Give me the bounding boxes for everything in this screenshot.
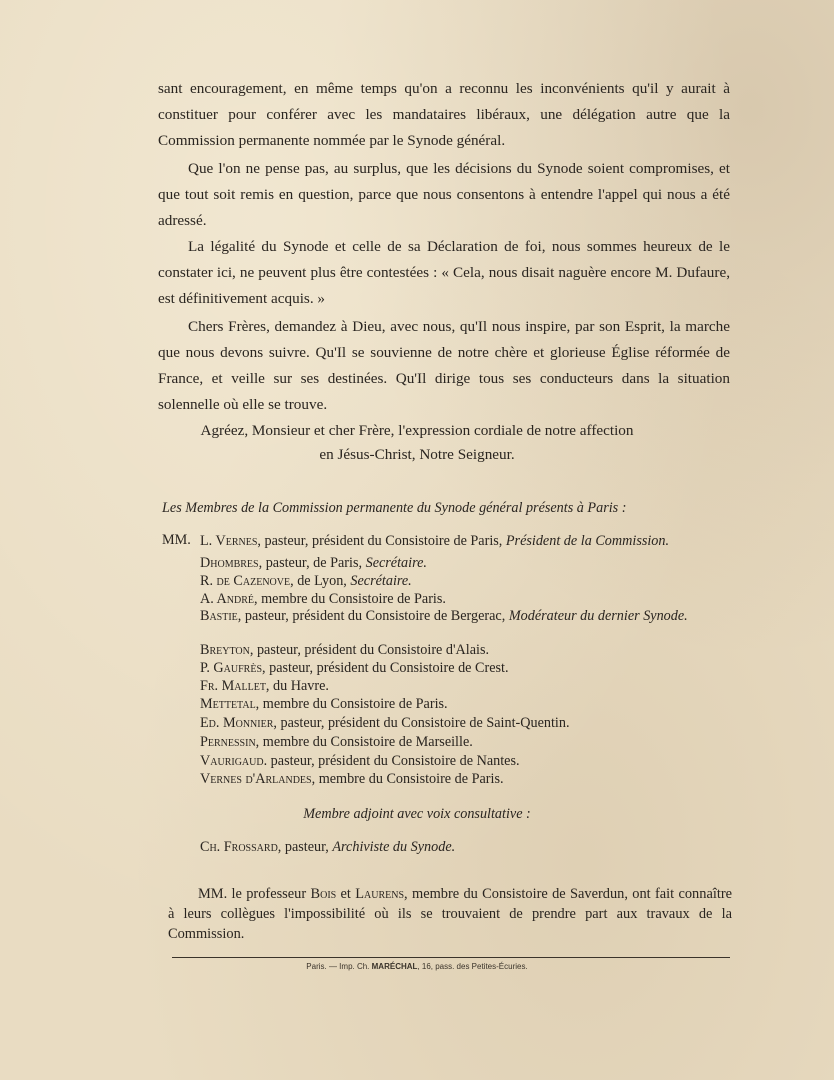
adjoint-desc: pasteur, <box>281 839 333 855</box>
member-name: A. André, <box>200 591 258 607</box>
paragraph-3-text: La légalité du Synode et celle de sa Déclaration de foi, nous sommes heureux de le constater ici, ne peuvent plus être contestées : « Cela, nous disait naguère encore M. Dufaure, est définitivement acquis. » <box>158 238 730 307</box>
member-name: Breyton, <box>200 642 254 658</box>
member-row <box>200 714 740 732</box>
paragraph-4-text: Chers Frères, demandez à Dieu, avec nous, qu'Il nous inspire, par son Esprit, la marche que nous devons suivre. Qu'Il se souvienne de notre chère et glorieuse Église réformée de France, et veille sur ses destinées. Qu'Il dirige tous ses conducteurs dans la situation solennelle où elle se trouve. <box>158 318 730 413</box>
member-role: Secrétaire. <box>350 573 412 589</box>
paragraph-1 <box>158 76 730 154</box>
member-desc: pasteur, de Paris, <box>262 555 366 571</box>
members-heading: Les Membres de la Commission permanente du Synode général présents à Paris : <box>162 500 627 516</box>
member-name: Dhombres, <box>200 555 263 571</box>
imprint-printer: MARÉCHAL <box>371 962 418 971</box>
member-row <box>200 770 740 788</box>
member-desc: de Lyon, <box>293 573 351 589</box>
paragraph-1-text: sant encouragement, en même temps qu'on a reconnu les inconvénients qu'il y aurait à constituer pour conférer avec les mandataires libéraux, une délégation autre que la Commission permanente nommée par le Synode général. <box>158 80 730 149</box>
member-desc: membre du Consistoire de Paris. <box>315 771 504 787</box>
member-name: Vernes d'Arlandes, <box>200 771 316 787</box>
paragraph-2 <box>158 156 730 234</box>
paragraph-2-text: Que l'on ne pense pas, au surplus, que les décisions du Synode soient compromises, et que tout soit remis en question, parce que nous consentons à entendre l'appel qui nous a été adressé. <box>158 160 730 229</box>
member-name: Vaurigaud. <box>200 753 268 769</box>
closing-line-2: en Jésus-Christ, Notre Seigneur. <box>319 446 515 463</box>
member-desc: du Havre. <box>269 678 329 694</box>
adjoint-name: Ch. Frossard, <box>200 839 282 855</box>
member-row <box>200 590 740 608</box>
absence-note <box>168 884 732 944</box>
imprint-after: , 16, pass. des Petites-Écuries. <box>417 962 528 971</box>
note-name-1: Bois <box>310 886 337 902</box>
member-name: Bastie, <box>200 608 242 624</box>
member-role: Secrétaire. <box>365 555 427 571</box>
member-name: Pernessin, <box>200 734 260 750</box>
member-name: R. de Cazenove, <box>200 573 294 589</box>
members-prefix: MM. <box>162 532 191 548</box>
member-name: Fr. Mallet, <box>200 678 270 694</box>
member-desc: membre du Consistoire de Paris. <box>259 696 448 712</box>
paragraph-4 <box>158 314 730 418</box>
member-row <box>200 572 740 590</box>
note-rest: membre du Consistoire de Saverdun, ont fait connaître à leurs collègues l'impossibilité où ils se trouvaient de prendre part aux travaux de la Commission. <box>168 886 733 942</box>
member-desc: pasteur, président du Consistoire de Nantes. <box>267 753 520 769</box>
member-row <box>200 607 740 625</box>
member-row <box>200 752 740 770</box>
member-desc: membre du Consistoire de Paris. <box>257 591 446 607</box>
footer-rule <box>172 957 730 958</box>
member-desc: pasteur, président du Consistoire d'Alais. <box>253 642 490 658</box>
paragraph-3 <box>158 234 730 312</box>
printer-imprint <box>0 962 834 971</box>
adjoint-member <box>200 838 740 856</box>
member-name: Ed. Monnier, <box>200 715 277 731</box>
member-desc: pasteur, président du Consistoire de Paris, <box>260 533 506 549</box>
note-joiner: et <box>336 886 356 902</box>
member-desc: pasteur, président du Consistoire de Bergerac, <box>241 608 509 624</box>
member-row <box>200 677 740 695</box>
member-desc: membre du Consistoire de Marseille. <box>259 734 473 750</box>
member-desc: pasteur, président du Consistoire de Saint-Quentin. <box>276 715 570 731</box>
member-desc: pasteur, président du Consistoire de Crest. <box>265 660 509 676</box>
member-name: P. Gaufrès, <box>200 660 266 676</box>
imprint-before: Paris. — Imp. Ch. <box>306 962 372 971</box>
member-row <box>200 641 740 659</box>
closing-line-1: Agréez, Monsieur et cher Frère, l'expression cordiale de notre affection <box>200 422 634 439</box>
note-name-2: Laurens, <box>355 886 408 902</box>
member-row <box>200 659 740 677</box>
member-row <box>200 695 740 713</box>
member-row <box>200 554 740 572</box>
member-role: Président de la Commission. <box>505 533 670 549</box>
member-row <box>200 532 740 550</box>
member-name: L. Vernes, <box>200 533 261 549</box>
member-name: Mettetal, <box>200 696 260 712</box>
member-role: Modérateur du dernier Synode. <box>508 608 688 624</box>
adjoint-role: Archiviste du Synode. <box>332 839 456 855</box>
note-prefix: MM. le professeur <box>198 886 311 902</box>
member-row <box>200 733 740 751</box>
adjoint-heading: Membre adjoint avec voix consultative : <box>303 806 531 822</box>
